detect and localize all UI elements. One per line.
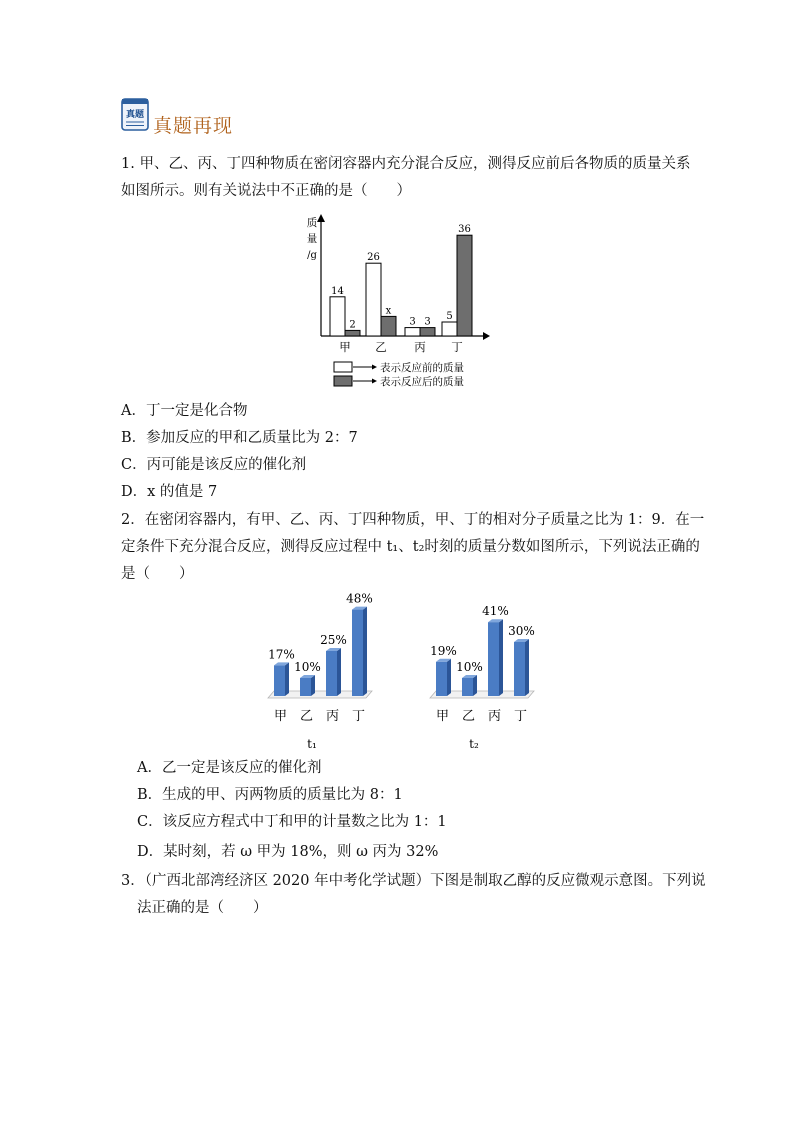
q2-bar-side — [447, 659, 451, 696]
q2-option-a: A．乙一定是该反应的催化剂 — [137, 760, 322, 776]
q1-y-axis-arrow — [317, 214, 325, 222]
q2-chart-title: t₁ — [307, 737, 317, 751]
q1-option-c: C．丙可能是该反应的催化剂 — [121, 457, 307, 473]
q1-bar-丙-before — [405, 328, 420, 336]
q2-stem-line1: 2．在密闭容器内，有甲、乙、丙、丁四种物质，甲、丁的相对分子质量之比为 1：9．在一 — [121, 512, 705, 528]
q1-legend-arrow-head-2 — [372, 379, 377, 384]
q1-legend-after: 表示反应后的质量 — [380, 376, 464, 388]
q1-category-label: 甲 — [339, 340, 351, 354]
q2-option-d: D．某时刻，若 ω 甲为 18%，则 ω 丙为 32% — [137, 844, 439, 860]
q2-bar-label: 10% — [294, 660, 321, 674]
q1-bar-丁-after — [457, 235, 472, 336]
q2-chart-t1 — [268, 592, 373, 751]
q1-bar-丁-before — [442, 322, 457, 336]
q1-ylabel-2: 量 — [306, 233, 318, 245]
q2-category-label: 丙 — [325, 709, 340, 724]
q1-legend-swatch-after — [334, 376, 352, 386]
q1-x-axis-arrow — [483, 332, 490, 340]
q2-bar-label: 48% — [346, 591, 373, 606]
q2-category-label: 丁 — [351, 709, 366, 724]
q2-category-label: 乙 — [461, 709, 476, 724]
q2-category-label: 丁 — [513, 709, 528, 724]
q2-bar-甲 — [436, 662, 447, 696]
q2-stem-line2: 定条件下充分混合反应，测得反应过程中 t₁、t₂时刻的质量分数如图所示，下列说法正确的 — [121, 539, 700, 555]
q2-bar-side — [363, 607, 367, 696]
q1-bar-甲-after — [345, 330, 360, 336]
q1-category-label: 丁 — [451, 340, 463, 354]
q2-bar-side — [473, 675, 477, 696]
q2-bar-charts — [258, 588, 558, 753]
q2-option-b: B．生成的甲、丙两物质的质量比为 8：1 — [137, 787, 403, 803]
q2-bar-丙 — [488, 622, 499, 696]
q1-bar-label: 5 — [446, 311, 453, 322]
q1-bar-label: 3 — [409, 316, 416, 328]
q1-legend-before: 表示反应前的质量 — [380, 362, 464, 374]
q2-bar-乙 — [462, 678, 473, 696]
q1-bar-label: x — [385, 305, 392, 317]
q2-bar-丙 — [326, 651, 337, 696]
q2-bar-side — [337, 648, 341, 696]
q2-option-c: C．该反应方程式中丁和甲的计量数之比为 1：1 — [137, 814, 447, 830]
q2-category-label: 乙 — [299, 709, 314, 724]
q1-bar-乙-before — [366, 263, 381, 336]
q1-bar-chart — [300, 208, 500, 390]
q1-legend-arrow-head-1 — [372, 365, 377, 370]
q1-bar-label: 14 — [331, 285, 344, 297]
q2-bar-side — [285, 662, 289, 696]
q2-bar-label: 17% — [268, 647, 295, 662]
q2-bar-side — [311, 675, 315, 696]
q2-bar-label: 41% — [482, 604, 509, 619]
q1-legend-swatch-before — [334, 362, 352, 372]
q1-bar-乙-after — [381, 316, 396, 336]
q2-bar-丁 — [514, 642, 525, 696]
q2-bar-乙 — [300, 678, 311, 696]
q2-chart-title: t₂ — [469, 737, 479, 751]
exam-book-icon — [121, 98, 151, 132]
q1-category-label: 丙 — [414, 340, 426, 354]
q1-stem-line1: 1. 甲、乙、丙、丁四种物质在密闭容器内充分混合反应，测得反应前后各物质的质量关系 — [121, 156, 691, 172]
icon-label: 真题 — [125, 110, 145, 120]
q2-bar-甲 — [274, 665, 285, 696]
q3-stem-line1: 3．（广西北部湾经济区 2020 年中考化学试题）下图是制取乙醇的反应微观示意图。下列说 — [121, 873, 706, 889]
q3-stem-line2: 法正确的是（ ） — [137, 900, 268, 916]
q2-category-label: 甲 — [435, 709, 450, 724]
q1-bar-label: 2 — [349, 319, 356, 331]
q2-bar-label: 30% — [508, 624, 535, 638]
q1-category-label: 乙 — [375, 340, 387, 354]
q2-bar-side — [525, 639, 529, 696]
q2-bar-label: 19% — [430, 643, 457, 658]
q2-chart-t2 — [430, 604, 535, 751]
q2-bar-label: 25% — [320, 633, 347, 647]
q1-bar-label: 26 — [367, 252, 380, 264]
q1-ylabel-3: /g — [307, 250, 317, 261]
q1-bar-label: 3 — [424, 316, 431, 328]
q2-bar-丁 — [352, 610, 363, 696]
q1-bar-丙-after — [420, 328, 435, 336]
q1-option-b: B．参加反应的甲和乙质量比为 2：7 — [121, 430, 358, 446]
q1-ylabel-1: 质 — [306, 217, 318, 229]
q2-category-label: 甲 — [273, 709, 288, 724]
q1-bar-甲-before — [330, 297, 345, 336]
q2-category-label: 丙 — [487, 709, 502, 724]
q1-option-d: D．x 的值是 7 — [121, 484, 218, 500]
q2-stem-line3: 是（ ） — [121, 566, 194, 582]
q2-bar-side — [499, 619, 503, 696]
q1-stem-line2: 如图所示。则有关说法中不正确的是（ ） — [121, 183, 411, 199]
q2-bar-label: 10% — [456, 660, 483, 674]
q1-bar-label: 36 — [458, 224, 471, 236]
section-title: 真题再现 — [153, 115, 234, 137]
q1-option-a: A．丁一定是化合物 — [121, 403, 248, 419]
